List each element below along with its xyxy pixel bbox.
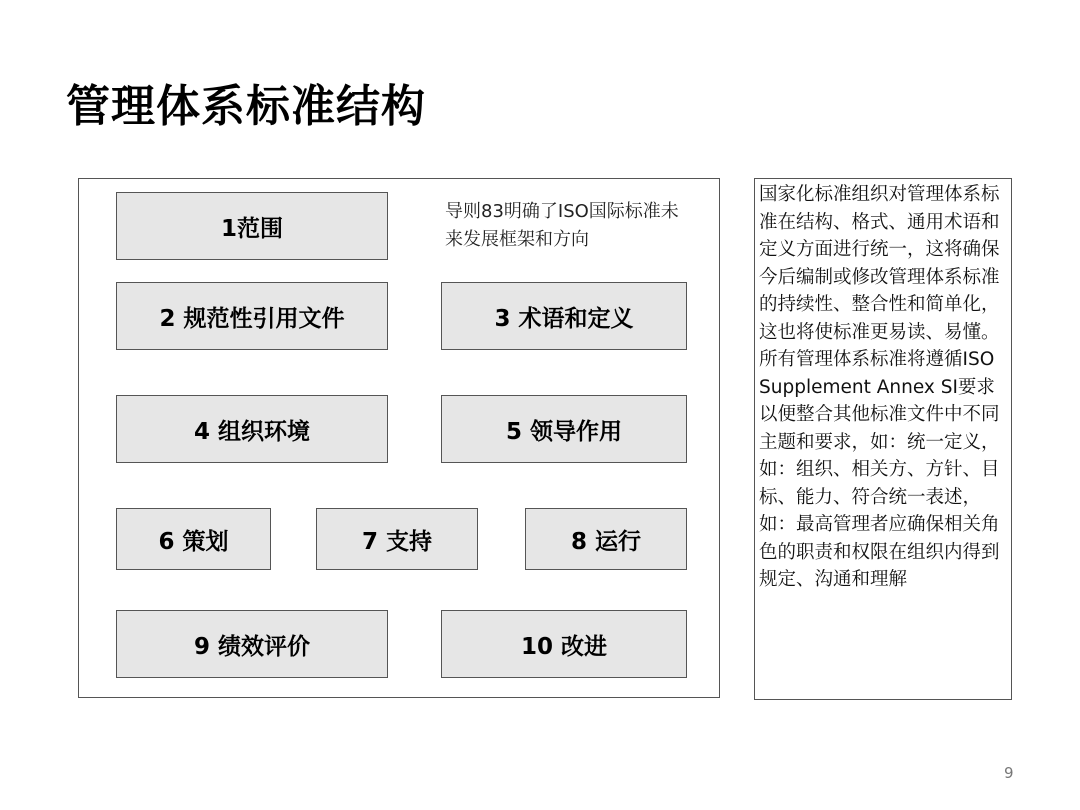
clause-box-8-operation: 8 运行 xyxy=(525,508,687,570)
diagram-note: 导则83明确了ISO国际标准未来发展框架和方向 xyxy=(445,201,679,250)
clause-box-5-leadership: 5 领导作用 xyxy=(441,395,687,463)
clause-box-3-terms-definitions: 3 术语和定义 xyxy=(441,282,687,350)
clause-box-4-context: 4 组织环境 xyxy=(116,395,388,463)
clause-box-10-improvement: 10 改进 xyxy=(441,610,687,678)
clause-box-6-planning: 6 策划 xyxy=(116,508,271,570)
clause-box-1-scope: 1范围 xyxy=(116,192,388,260)
page-number: 9 xyxy=(1004,764,1014,782)
clause-box-7-support: 7 支持 xyxy=(316,508,478,570)
clause-box-2-normative-references: 2 规范性引用文件 xyxy=(116,282,388,350)
explanation-textbox xyxy=(754,178,1012,700)
page-title: 管理体系标准结构 xyxy=(66,81,426,132)
explanation-paragraph-1: 国家化标准组织对管理体系标准在结构、格式、通用术语和定义方面进行统一，这将确保今后编制或修改管理体系标准的持续性、整合性和简单化，这也将使标准更易读、易懂。 xyxy=(759,184,1000,343)
clause-box-9-performance-evaluation: 9 绩效评价 xyxy=(116,610,388,678)
explanation-paragraph-2: 所有管理体系标准将遵循ISO Supplement Annex SI要求以便整合其他标准文件中不同主题和要求，如：统一定义，如：组织、相关方、方针、目标、能力、符合统一表述，如：最高管理者应确保相关角色的职责和权限在组织内得到规定、沟通和理解 xyxy=(759,349,1000,590)
